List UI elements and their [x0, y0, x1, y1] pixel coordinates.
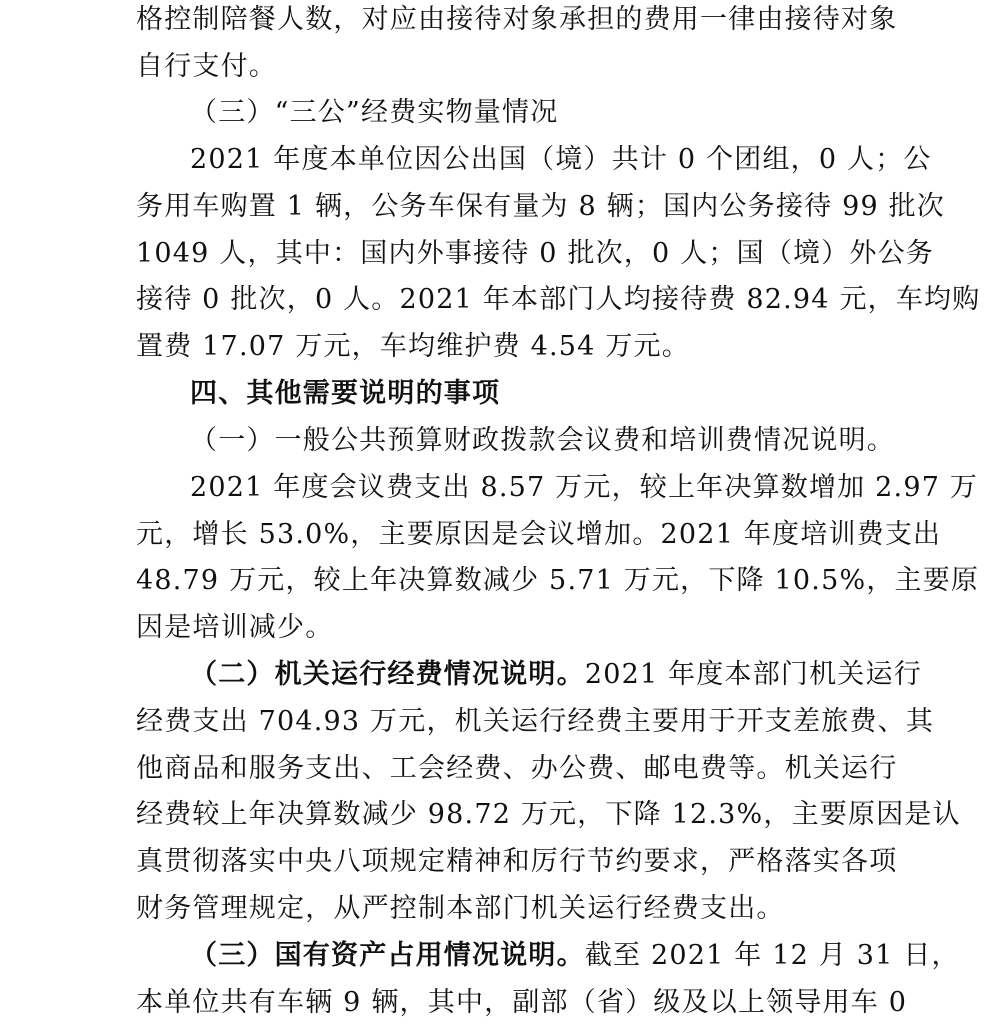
paragraph-line: 本单位共有车辆 9 辆，其中，副部（省）级及以上领导用车 0 — [136, 987, 908, 1018]
paragraph-line: 经费较上年决算数减少 98.72 万元，下降 12.3%，主要原因是认 — [136, 799, 961, 830]
document-page — [136, 0, 981, 1023]
paragraph-text: 2021 年度本部门机关运行 — [584, 659, 922, 690]
paragraph-line: 财务管理规定，从严控制本部门机关运行经费支出。 — [136, 893, 785, 924]
section-heading: 四、其他需要说明的事项 — [190, 378, 501, 409]
subsection-heading: （二）机关运行经费情况说明。 — [190, 659, 585, 690]
subsection-heading: （一）一般公共预算财政拨款会议费和培训费情况说明。 — [190, 425, 895, 456]
paragraph-line: 务用车购置 1 辆，公务车保有量为 8 辆；国内公务接待 99 批次 — [136, 191, 946, 222]
paragraph-line: 接待 0 批次，0 人。2021 年本部门人均接待费 82.94 元，车均购 — [136, 284, 981, 315]
paragraph-text: 截至 2021 年 12 月 31 日， — [584, 940, 960, 971]
section-heading: （三）“三公”经费实物量情况 — [190, 97, 559, 128]
paragraph-line: 48.79 万元，较上年决算数减少 5.71 万元，下降 10.5%，主要原 — [136, 565, 980, 596]
subsection-heading: （三）国有资产占用情况说明。 — [190, 940, 585, 971]
paragraph-line: 2021 年度本单位因公出国（境）共计 0 个团组，0 人；公 — [190, 144, 932, 175]
paragraph-line: 格控制陪餐人数，对应由接待对象承担的费用一律由接待对象 — [136, 4, 898, 35]
paragraph-line — [190, 651, 922, 698]
paragraph-line: 经费支出 704.93 万元，机关运行经费主要用于开支差旅费、其 — [136, 706, 935, 737]
paragraph-line: 他商品和服务支出、工会经费、办公费、邮电费等。机关运行 — [136, 753, 898, 784]
paragraph-line: 置费 17.07 万元，车均维护费 4.54 万元。 — [136, 331, 690, 362]
paragraph-line: 真贯彻落实中央八项规定精神和厉行节约要求，严格落实各项 — [136, 846, 898, 877]
paragraph-line: 因是培训减少。 — [136, 612, 334, 643]
paragraph-line — [190, 932, 960, 979]
paragraph-line: 2021 年度会议费支出 8.57 万元，较上年决算数增加 2.97 万 — [190, 472, 979, 503]
paragraph-line: 自行支付。 — [136, 51, 277, 82]
paragraph-line: 元，增长 53.0%，主要原因是会议增加。2021 年度培训费支出 — [136, 519, 942, 550]
paragraph-line: 1049 人，其中：国内外事接待 0 批次，0 人；国（境）外公务 — [136, 238, 934, 269]
